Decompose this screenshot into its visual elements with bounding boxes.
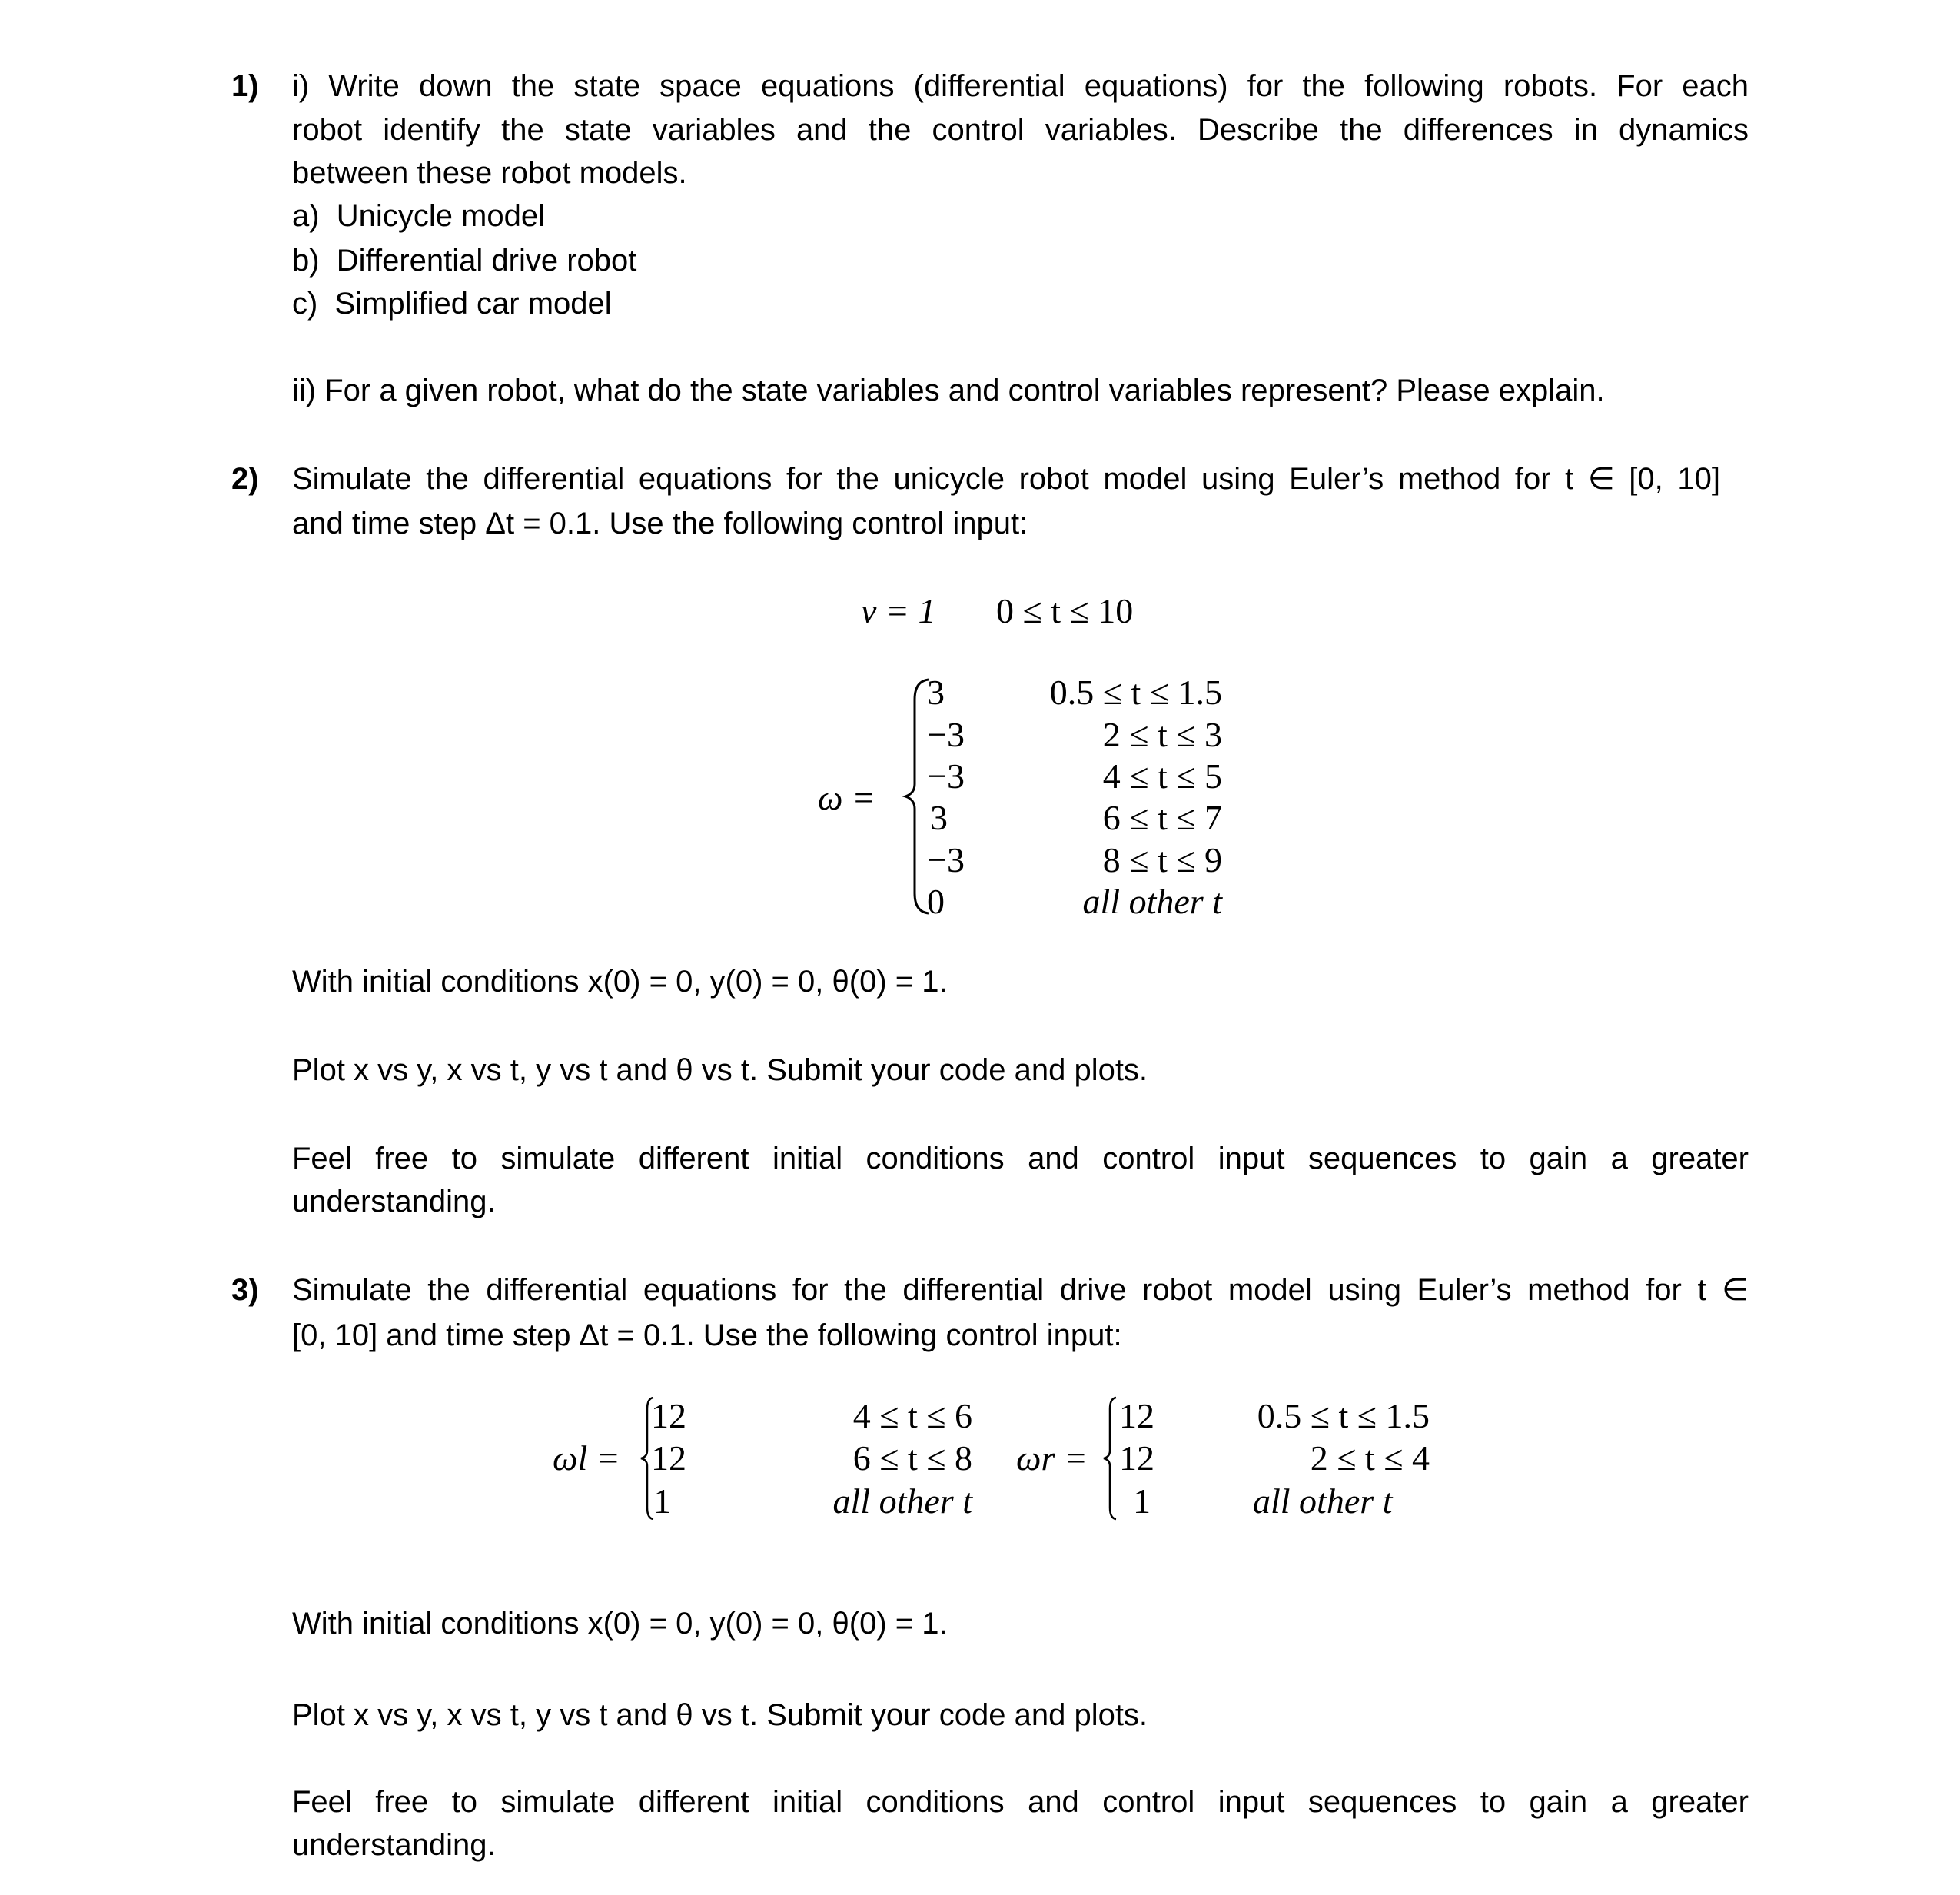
q3-plot-instructions: Plot x vs y, x vs t, y vs t and θ vs t. Submit your code and plots. <box>292 1698 1148 1732</box>
omega-value: −3 <box>927 840 965 879</box>
v-condition: 0 ≤ t ≤ 10 <box>996 591 1134 630</box>
omega-r-label: ωr = <box>1016 1438 1088 1478</box>
omega-value: −3 <box>927 715 965 754</box>
question-3-number: 3) <box>231 1273 259 1307</box>
q3-initial-conditions: With initial conditions x(0) = 0, y(0) = 0, θ(0) = 1. <box>292 1607 948 1641</box>
omega-l-value: 12 <box>651 1438 686 1478</box>
q1-item-a: a) Unicycle model <box>292 199 546 233</box>
omega-l-value: 12 <box>651 1396 686 1435</box>
omega-r-value: 12 <box>1119 1396 1154 1435</box>
omega-value: −3 <box>927 756 965 796</box>
omega-value: 3 <box>930 798 948 837</box>
q1-text-line: between these robot models. <box>292 156 687 190</box>
omega-condition: 8 ≤ t ≤ 9 <box>1102 840 1222 879</box>
q3-feel-free: Feel free to simulate different initial conditions and control input sequences to gain a greater <box>292 1785 1749 1819</box>
omega-r-condition: all other t <box>1253 1481 1393 1521</box>
omega-r-condition: 0.5 ≤ t ≤ 1.5 <box>1257 1396 1430 1435</box>
omega-condition: all other t <box>1082 882 1222 921</box>
q2-initial-conditions: With initial conditions x(0) = 0, y(0) = 0, θ(0) = 1. <box>292 965 948 999</box>
q2-feel-free: Feel free to simulate different initial conditions and control input sequences to gain a greater <box>292 1142 1749 1175</box>
omega-l-condition: all other t <box>832 1481 972 1521</box>
q1-item-c: c) Simplified car model <box>292 287 612 321</box>
piecewise-brace-icon <box>1101 1395 1119 1521</box>
q2-text-line: and time step Δt = 0.1. Use the following control input: <box>292 507 1028 540</box>
omega-label: ω = <box>818 778 876 817</box>
q2-text-line: Simulate the differential equations for the unicycle robot model using Euler’s method for t ∈ [0, 10] <box>292 462 1720 496</box>
q3-text-line: Simulate the differential equations for the differential drive robot model using Euler’s method for t ∈ <box>292 1273 1749 1307</box>
omega-condition: 2 ≤ t ≤ 3 <box>1102 715 1222 754</box>
omega-condition: 6 ≤ t ≤ 7 <box>1102 798 1222 837</box>
omega-r-value: 12 <box>1119 1438 1154 1478</box>
omega-l-condition: 6 ≤ t ≤ 8 <box>852 1438 972 1478</box>
v-equation: v = 1 <box>861 591 936 630</box>
omega-r-value: 1 <box>1133 1481 1151 1521</box>
q3-text-line: [0, 10] and time step Δt = 0.1. Use the following control input: <box>292 1318 1122 1352</box>
omega-value: 0 <box>927 882 945 921</box>
question-2-number: 2) <box>231 462 259 496</box>
q1-text-line: i) Write down the state space equations (differential equations) for the following robots. For each <box>292 69 1749 103</box>
question-1-number: 1) <box>231 69 259 103</box>
omega-value: 3 <box>927 673 945 712</box>
q1-item-b: b) Differential drive robot <box>292 244 637 278</box>
omega-l-condition: 4 ≤ t ≤ 6 <box>852 1396 972 1435</box>
omega-l-value: 1 <box>653 1481 671 1521</box>
q3-feel-free: understanding. <box>292 1828 496 1862</box>
omega-l-label: ωl = <box>553 1438 620 1478</box>
q2-plot-instructions: Plot x vs y, x vs t, y vs t and θ vs t. Submit your code and plots. <box>292 1053 1148 1087</box>
omega-r-condition: 2 ≤ t ≤ 4 <box>1310 1438 1430 1478</box>
q1-part-ii: ii) For a given robot, what do the state variables and control variables represent? Please explain. <box>292 374 1605 407</box>
omega-condition: 4 ≤ t ≤ 5 <box>1102 756 1222 796</box>
omega-condition: 0.5 ≤ t ≤ 1.5 <box>1049 673 1222 712</box>
q1-text-line: robot identify the state variables and the control variables. Describe the differences in dynamics <box>292 113 1749 147</box>
q2-feel-free: understanding. <box>292 1185 496 1218</box>
